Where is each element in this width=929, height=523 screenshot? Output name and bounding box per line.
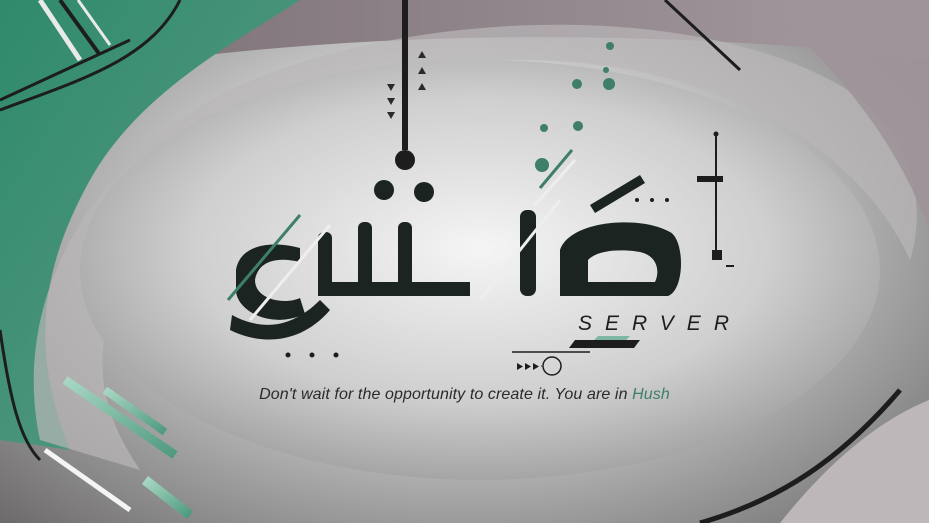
underline-accent [594,336,630,340]
server-label: SERVER [578,312,742,335]
center-glow [80,60,880,480]
bottom-right-shape [780,400,929,523]
tagline [0,386,929,404]
tagline-text: Don't wait for the opportunity to create it. You are in [259,386,628,403]
tagline-highlight: Hush [632,386,670,403]
drop-dot [395,150,415,170]
underline-bar [569,340,640,348]
